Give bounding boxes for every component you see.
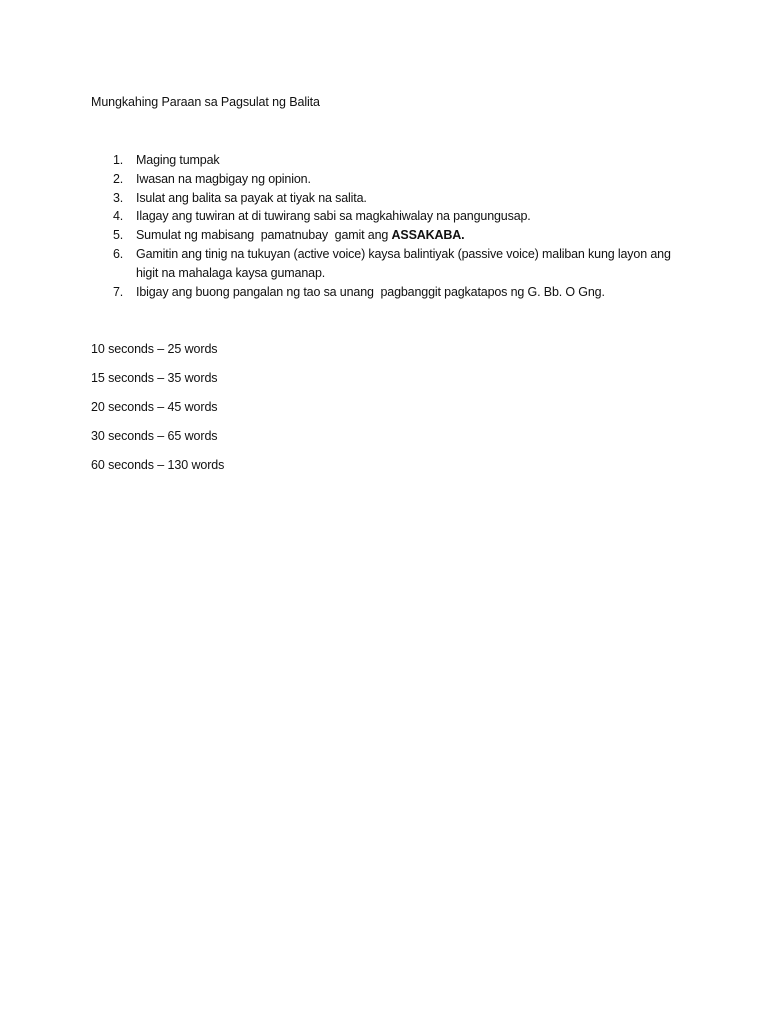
guideline-number: 6. xyxy=(113,246,124,261)
guideline-bold-term: ASSAKABA. xyxy=(391,228,465,243)
timing-item: 30 seconds – 65 words xyxy=(91,429,218,443)
guideline-text: Isulat ang balita sa payak at tiyak na salita. xyxy=(136,190,367,205)
guideline-item xyxy=(91,151,681,170)
guideline-text: Ibigay ang buong pangalan ng tao sa unang pagbanggit pagkatapos ng G. Bb. O Gng. xyxy=(136,284,605,299)
document-title: Mungkahing Paraan sa Pagsulat ng Balita xyxy=(91,95,320,109)
guideline-number: 7. xyxy=(113,284,124,299)
guideline-number: 2. xyxy=(113,171,124,186)
guidelines-list xyxy=(91,151,681,301)
guideline-text: Iwasan na magbigay ng opinion. xyxy=(136,171,311,186)
guideline-item xyxy=(91,283,681,302)
timing-item: 15 seconds – 35 words xyxy=(91,371,218,385)
guideline-text: Maging tumpak xyxy=(136,153,220,167)
guideline-item xyxy=(91,170,681,189)
guideline-text: Ilagay ang tuwiran at di tuwirang sabi sa magkahiwalay na pangungusap. xyxy=(136,209,531,224)
guideline-number: 1. xyxy=(113,153,124,167)
guideline-number: 5. xyxy=(113,228,124,243)
guideline-item xyxy=(91,245,681,283)
guideline-item xyxy=(91,189,681,208)
timing-item: 20 seconds – 45 words xyxy=(91,400,218,414)
guideline-number: 3. xyxy=(113,190,124,205)
timing-list xyxy=(91,340,224,485)
guideline-item xyxy=(91,207,681,226)
guideline-number: 4. xyxy=(113,209,124,224)
timing-item: 10 seconds – 25 words xyxy=(91,342,218,356)
guideline-item xyxy=(91,226,681,245)
guideline-text: Gamitin ang tinig na tukuyan (active voice) kaysa balintiyak (passive voice) maliban kung layon ang higit na mahalaga kaysa gumanap. xyxy=(136,246,671,280)
timing-item: 60 seconds – 130 words xyxy=(91,458,225,472)
guideline-text: Sumulat ng mabisang pamatnubay gamit ang xyxy=(136,228,392,243)
